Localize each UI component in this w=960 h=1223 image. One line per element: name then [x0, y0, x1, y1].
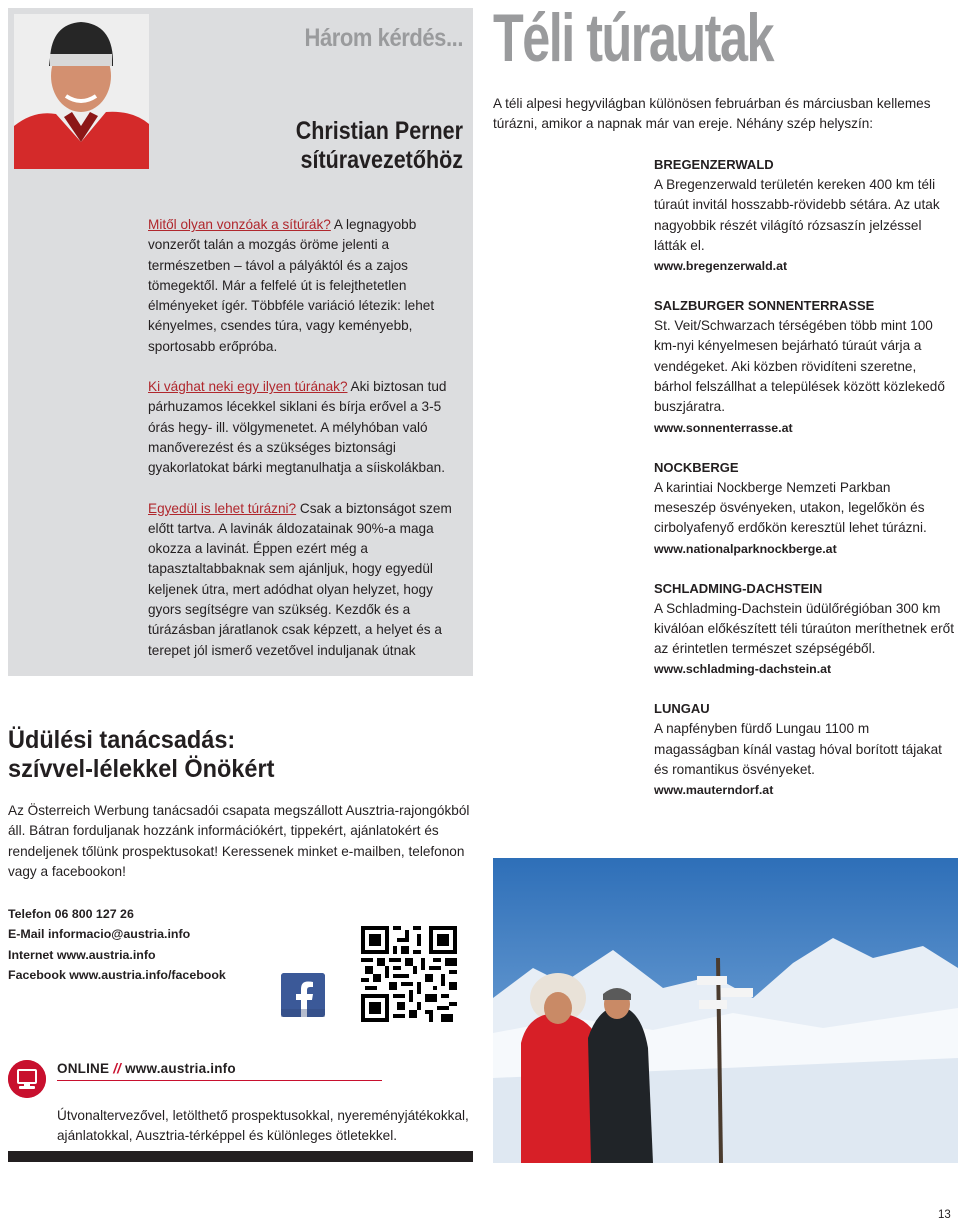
contact-value[interactable]: informacio@austria.info: [47, 927, 191, 942]
facebook-icon[interactable]: [281, 973, 325, 1017]
question-3: Egyedül is lehet túrázni?: [148, 500, 297, 516]
online-heading: [57, 1061, 236, 1076]
contact-label: Facebook: [8, 967, 66, 982]
interview-title-line2: sítúravezetőhöz: [300, 146, 463, 174]
interview-title-line1: Christian Perner: [295, 117, 463, 145]
online-divider: [57, 1080, 382, 1081]
question-2: Ki vághat neki egy ilyen túrának?: [148, 379, 348, 395]
destination-description: A Schladming-Dachstein üdülőrégióban 300 km kiválóan előkészített téli túraúton meríthetnek erőt az érintetlen természet szépségéből.: [654, 600, 954, 657]
online-slashes: //: [113, 1061, 122, 1076]
destination-link[interactable]: www.sonnenterrasse.at: [654, 420, 793, 435]
destination-item: [654, 579, 954, 680]
contact-facebook: [8, 965, 226, 985]
qa-item: [148, 499, 458, 661]
contact-value[interactable]: www.austria.info: [56, 947, 156, 962]
destination-description: A Bregenzerwald területén kereken 400 km téli túraút invitál hosszabb-rövidebb sétára. Az utak nagyobbik részét világító rózsaszín jelzéssel látták el.: [654, 177, 940, 253]
destination-item: [654, 699, 954, 800]
interview-body: [148, 215, 458, 681]
contact-internet: [8, 945, 226, 965]
destination-item: [654, 155, 954, 276]
answer-3: Csak a biztonságot szem előtt tartva. A lavinák áldozatainak 90%-a maga okozza a lavinát. Éppen ezért még a tapasztaltabbaknak sem ajánljuk, hogy egyedül keljenek útra, mert adódhat olyan helyzet, hogy gyors segítségre van szükség. Kezdők és a túrázásban járatlanok csak képzett, a helyet és a terepet jól ismerő vezetővel induljanak útnak: [148, 500, 452, 658]
destination-link[interactable]: www.schladming-dachstein.at: [654, 662, 832, 677]
destination-link[interactable]: www.bregenzerwald.at: [654, 259, 788, 274]
portrait-photo: [14, 14, 149, 169]
advice-text: Az Österreich Werbung tanácsadói csapata megszállott Ausztria-rajongókból áll. Bátran forduljanak hozzánk információkért, tippekért, ajánlatokért és rendeljenek tőlünk prospektusokat! Keressenek minket e-mailben, telefonon vagy a facebookon!: [8, 803, 470, 879]
ski-touring-photo: [493, 858, 958, 1163]
qa-item: [148, 215, 458, 357]
destination-description: St. Veit/Schwarzach térségében több mint 100 km-nyi kényelmesen bejárható túraút várja a vendégeket. Aki közben rövidíteni szeretne, bárhol felszállhat a települések között közlekedő buszjáratra.: [654, 318, 945, 415]
online-url[interactable]: www.austria.info: [125, 1061, 236, 1076]
destination-description: A karintiai Nockberge Nemzeti Parkban meseszép ösvényeken, utakon, legelőkön és cirbolyafenyő erdőkön keresztül lehet túrázni.: [654, 479, 927, 536]
destination-name: BREGENZERWALD: [654, 157, 774, 172]
destination-link[interactable]: www.nationalparknockberge.at: [654, 541, 837, 556]
computer-icon: [8, 1060, 46, 1098]
online-text: Útvonaltervezővel, letölthető prospektusokkal, nyereményjátékokkal, ajánlatokkal, Ausztria-térképpel és különleges ötletekkel.: [57, 1108, 469, 1144]
contact-phone: [8, 904, 226, 924]
contact-list: [8, 904, 226, 985]
contact-value[interactable]: www.austria.info/facebook: [69, 967, 226, 982]
advice-title-line1: Üdülési tanácsadás:: [8, 726, 236, 754]
interview-title: [194, 117, 463, 175]
answer-2: Aki biztosan tud párhuzamos lécekkel siklani és bírja erővel a 3-5 órás hegy- ill. völgymenetet. A mélyhóban való manőverezést és a szükséges biztonsági gyakorlatokat bárki megtanulhatja a síiskolákban.: [148, 379, 447, 476]
destination-item: [654, 296, 954, 437]
bottom-bar: [8, 1151, 473, 1162]
destination-list: [654, 155, 954, 820]
intro-text: A téli alpesi hegyvilágban különösen februárban és márciusban kellemes túrázni, amikor a napnak már van ereje. Néhány szép helyszín:: [493, 96, 931, 132]
interview-kicker: Három kérdés...: [304, 24, 463, 52]
page-title: Téli túrautak: [493, 0, 773, 76]
contact-value[interactable]: 06 800 127 26: [54, 907, 134, 921]
contact-label: Internet: [8, 947, 54, 962]
question-1: Mitől olyan vonzóak a sítúrák?: [148, 217, 331, 232]
qr-code[interactable]: [361, 926, 457, 1022]
qa-item: [148, 377, 458, 478]
page-number: 13: [938, 1209, 951, 1221]
contact-email: [8, 924, 226, 944]
advice-title: [8, 726, 450, 784]
destination-name: LUNGAU: [654, 701, 710, 717]
destination-description: A napfényben fürdő Lungau 1100 m magasságban kínál vastag hóval borított tájakat és romantikus ösvényeket.: [654, 721, 942, 778]
destination-item: [654, 458, 954, 559]
online-label: ONLINE: [57, 1061, 110, 1076]
destination-name: NOCKBERGE: [654, 459, 739, 475]
contact-label: Telefon: [8, 907, 52, 921]
answer-1: A legnagyobb vonzerőt talán a mozgás öröme jelenti a természetben – távol a pályáktól és a zajos tömegektől. Már a felfelé út is felejthetetlen élményeket ígér. Többféle variáció létezik: lehet kényelmes, csendes túra, vagy keményebb, sportosabb erőpróba.: [148, 217, 435, 354]
destination-link[interactable]: www.mauterndorf.at: [654, 783, 774, 798]
destination-name: SALZBURGER SONNENTERRASSE: [654, 298, 875, 314]
advice-title-line2: szívvel-lélekkel Önökért: [8, 755, 275, 783]
contact-label: E-Mail: [8, 927, 45, 942]
destination-name: SCHLADMING-DACHSTEIN: [654, 580, 823, 596]
